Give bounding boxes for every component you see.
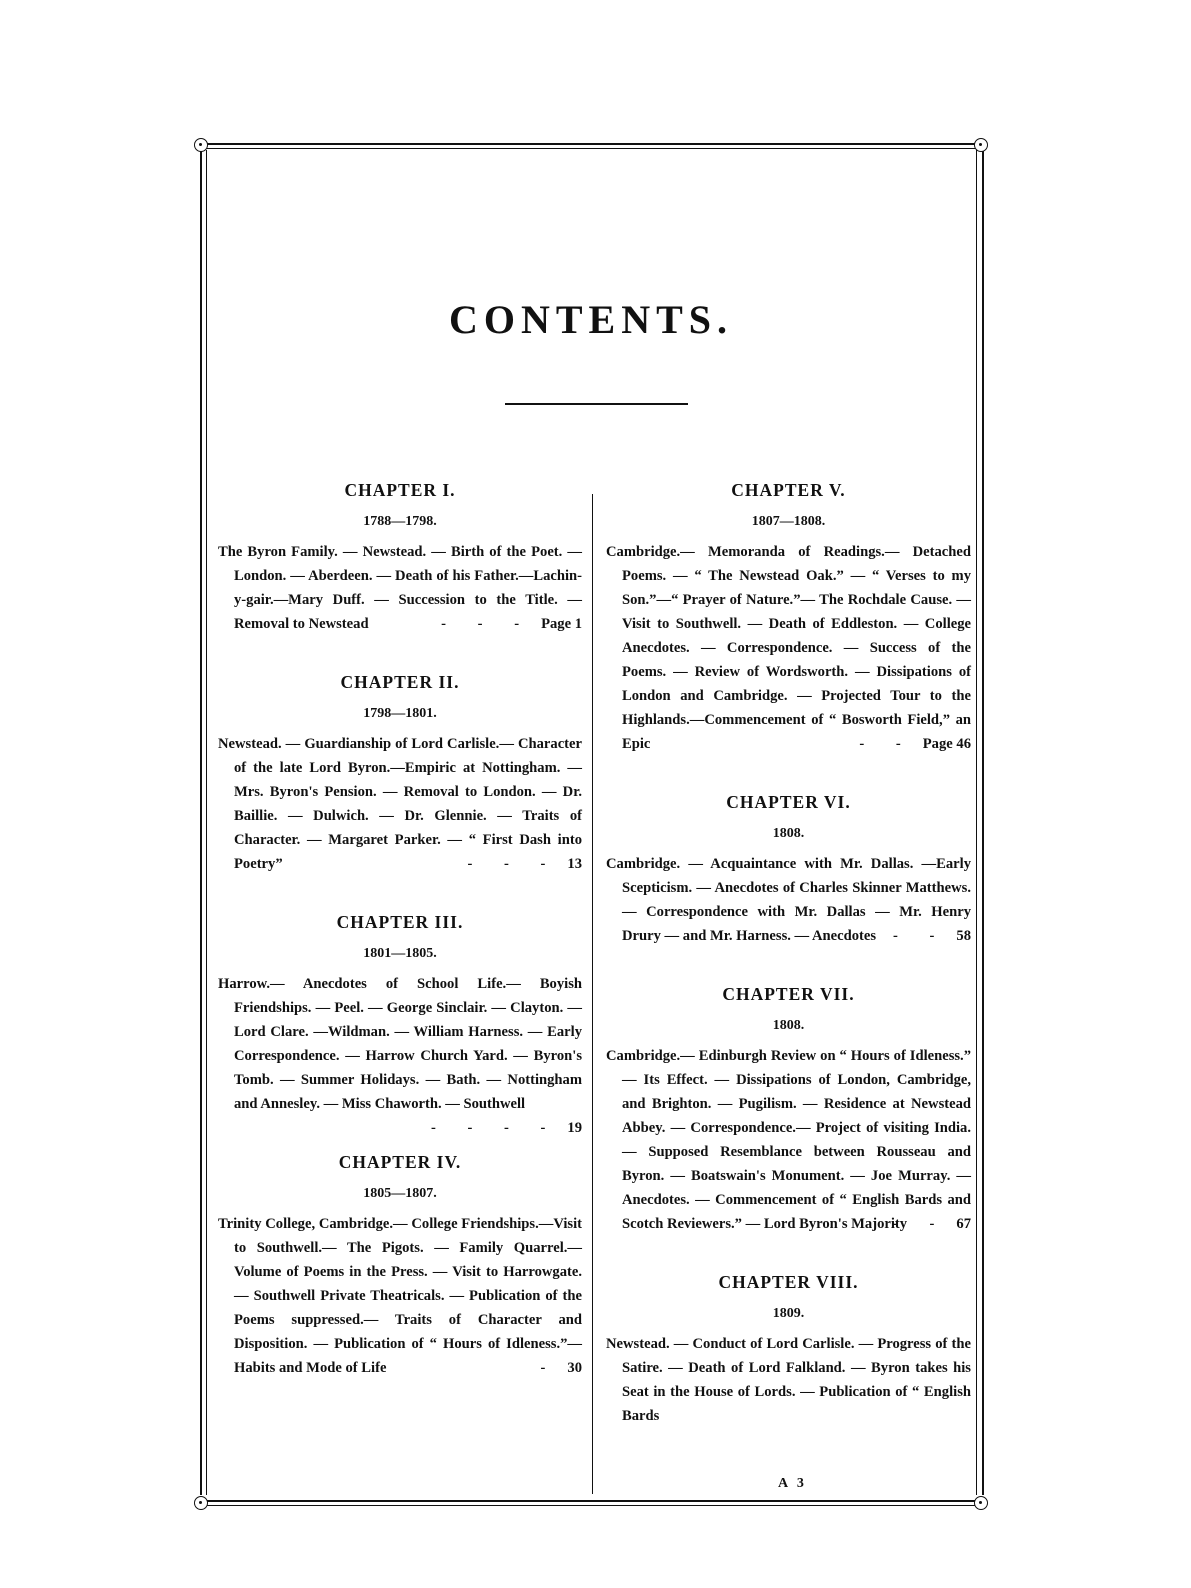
- frame-corner-ornament-bottom-right: [974, 1496, 988, 1510]
- chapter-summary-text: The Byron Family. — Newstead. — Birth of the Poet. — London. — Aberdeen. — Death of his Father.—Lachin-y-gair.—Mary Duff. — Succession to the Title. — Removal to Newstead: [218, 544, 582, 632]
- frame-corner-ornament-top-right: [974, 138, 988, 152]
- chapter-summary: [218, 732, 582, 876]
- page-title: CONTENTS.: [448, 297, 734, 342]
- chapter-summary-text: Newstead. — Guardianship of Lord Carlisle.— Character of the late Lord Byron.—Empiric at Nottingham. — Mrs. Byron's Pension. — Removal to London. — Dr. Baillie. — Dulwich. — Dr. Glennie. — Traits of Character. — Margaret Parker. — “ First Dash into Poetry”: [218, 736, 582, 872]
- page-number: Page 1: [541, 616, 582, 632]
- chapter-title: CHAPTER VIII.: [718, 1272, 859, 1292]
- chapter-summary: [218, 1212, 582, 1380]
- chapter-years: 1801—1805.: [363, 946, 437, 961]
- chapter-entry: [218, 670, 582, 876]
- chapter-title: CHAPTER II.: [340, 672, 460, 692]
- page-reference: - - 58: [893, 928, 971, 944]
- chapter-summary-text: Trinity College, Cambridge.— College Friendships.—Visit to Southwell.— The Pigots. — Family Quarrel.—Volume of Poems in the Press. — Visit to Harrowgate. — Southwell Private Theatricals. — Publication of the Poems suppressed.— Traits of Character and Disposition. — Publication of “ Hours of Idleness.”—Habits and Mode of Life: [218, 1216, 582, 1376]
- chapter-summary-text: Cambridge.— Edinburgh Review on “ Hours of Idleness.” — Its Effect. — Dissipations of London, Cambridge, and Brighton. — Pugilism. — Residence at Newstead Abbey. — Correspondence.— Project of visiting India. — Supposed Resemblance between Rousseau and Byron. — Boatswain's Monument. — Joe Murray. — Anecdotes. — Commencement of “ English Bards and Scotch Reviewers.” — Lord Byron's Majority: [606, 1048, 971, 1232]
- frame-corner-ornament-bottom-left: [194, 1496, 208, 1510]
- chapter-summary-text: Cambridge. — Acquaintance with Mr. Dallas. —Early Scepticism. — Anecdotes of Charles Skinner Matthews. — Correspondence with Mr. Dallas — Mr. Henry Drury — and Mr. Harness. — Anecdotes: [606, 856, 971, 944]
- chapter-entry: [218, 910, 582, 1136]
- frame-right-inner-rule: [976, 150, 977, 1495]
- chapter-years: 1798—1801.: [363, 706, 437, 721]
- frame-left-inner-rule: [206, 150, 207, 1495]
- column-divider: [592, 494, 593, 1494]
- chapter-summary-text: Harrow.— Anecdotes of School Life.— Boyish Friendships. — Peel. — George Sinclair. — Clayton. — Lord Clare. —Wildman. — William Harness. — Early Correspondence. — Harrow Church Yard. — Byron's Tomb. — Summer Holidays. — Bath. — Nottingham and Annesley. — Miss Chaworth. — Southwell: [218, 976, 582, 1112]
- chapter-summary: [606, 852, 971, 948]
- contents-column-left: [218, 478, 582, 1380]
- page-number: 19: [567, 1120, 582, 1136]
- chapter-title: CHAPTER VII.: [722, 984, 855, 1004]
- chapter-years: 1807—1808.: [751, 514, 826, 529]
- chapter-entry: [606, 790, 971, 948]
- frame-bottom-inner-rule: [207, 1505, 975, 1506]
- chapter-entry: [606, 1270, 971, 1428]
- frame-left-rule: [200, 150, 202, 1495]
- chapter-summary: [606, 540, 971, 756]
- chapter-years: 1805—1807.: [363, 1186, 437, 1201]
- page-reference: - - - 13: [467, 856, 582, 872]
- frame-top-rule: [207, 143, 975, 145]
- page-reference: - - Page 46: [859, 736, 971, 752]
- chapter-summary: [218, 972, 582, 1136]
- frame-corner-ornament-top-left: [194, 138, 208, 152]
- frame-bottom-rule: [207, 1500, 975, 1502]
- chapter-summary: [606, 1044, 971, 1236]
- frame-top-inner-rule: [207, 148, 975, 149]
- page-reference: - 30: [540, 1360, 582, 1376]
- contents-column-right: [606, 478, 971, 1428]
- page-number: 30: [567, 1360, 582, 1376]
- page-reference: - - 67: [893, 1216, 971, 1232]
- chapter-entry: [218, 478, 582, 636]
- chapter-title: CHAPTER III.: [336, 912, 464, 932]
- title-rule: [505, 403, 688, 405]
- page-reference: - - - Page 1: [441, 616, 582, 632]
- frame-right-rule: [982, 150, 984, 1495]
- chapter-entry: [218, 1150, 582, 1380]
- page-number: Page 46: [922, 736, 971, 752]
- chapter-title: CHAPTER VI.: [726, 792, 851, 812]
- page-reference: - - - - 19: [431, 1120, 582, 1136]
- chapter-title: CHAPTER IV.: [338, 1152, 462, 1172]
- chapter-years: 1788—1798.: [363, 514, 437, 529]
- chapter-summary-text: Newstead. — Conduct of Lord Carlisle. — Progress of the Satire. — Death of Lord Falkland. — Byron takes his Seat in the House of Lords. — Publication of “ English Bards: [606, 1336, 971, 1424]
- signature-mark: A 3: [778, 1476, 807, 1491]
- chapter-years: 1809.: [772, 1306, 805, 1321]
- chapter-years: 1808.: [772, 826, 805, 841]
- chapter-summary: [218, 540, 582, 636]
- chapter-summary: [606, 1332, 971, 1428]
- chapter-entry: [606, 982, 971, 1236]
- chapter-summary-text: Cambridge.— Memoranda of Readings.— Detached Poems. — “ The Newstead Oak.” — “ Verses to my Son.”—“ Prayer of Nature.”— The Rochdale Cause. — Visit to Southwell. — Death of Eddleston. — College Anecdotes. — Correspondence. — Success of the Poems. — Review of Wordsworth. — Dissipations of London and Cambridge. — Projected Tour to the Highlands.—Commencement of “ Bosworth Field,” an Epic: [606, 544, 971, 752]
- chapter-entry: [606, 478, 971, 756]
- page-number: 67: [956, 1216, 971, 1232]
- page-number: 58: [956, 928, 971, 944]
- chapter-years: 1808.: [772, 1018, 805, 1033]
- chapter-title: CHAPTER V.: [731, 480, 846, 500]
- chapter-title: CHAPTER I.: [344, 480, 456, 500]
- page-number: 13: [567, 856, 582, 872]
